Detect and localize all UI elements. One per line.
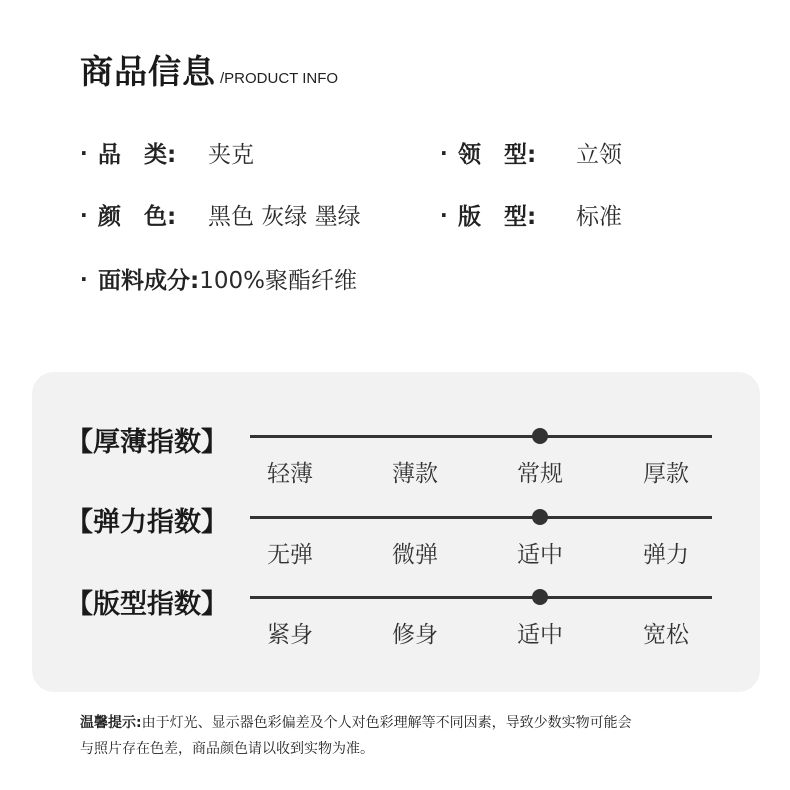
fit-index-title: 【版型指数】 <box>66 589 228 620</box>
attr-collar <box>440 136 622 169</box>
bullet: · <box>440 202 448 227</box>
fit-scale-line <box>250 596 712 599</box>
bullet: · <box>80 266 88 291</box>
bullet: · <box>80 140 88 165</box>
thickness-scale-line <box>250 435 712 438</box>
title-en: /PRODUCT INFO <box>220 70 339 87</box>
attr-color <box>80 198 361 231</box>
thickness-tick: 厚款 <box>643 461 689 487</box>
attr-fit <box>440 198 622 231</box>
attr-value: 夹克 <box>208 142 254 168</box>
attr-category <box>80 136 254 169</box>
attr-label: 品 类: <box>98 142 177 168</box>
thickness-tick: 薄款 <box>392 461 438 487</box>
notice-line-2: 与照片存在色差，商品颜色请以收到实物为准。 <box>80 741 374 757</box>
attr-label: 面料成分: <box>98 268 200 294</box>
fit-tick: 紧身 <box>267 622 313 648</box>
notice-label: 温馨提示: <box>80 715 142 731</box>
bullet: · <box>80 202 88 227</box>
thickness-tick: 常规 <box>517 461 563 487</box>
attr-label: 版 型: <box>458 204 537 230</box>
notice-line-1: 由于灯光、显示器色彩偏差及个人对色彩理解等不同因素，导致少数实物可能会 <box>141 715 632 731</box>
fit-tick: 宽松 <box>643 622 689 648</box>
attr-value: 标准 <box>576 204 622 230</box>
attr-label: 领 型: <box>458 142 537 168</box>
elasticity-tick: 无弹 <box>267 542 313 568</box>
attr-fabric <box>80 262 357 295</box>
attr-value: 立领 <box>576 142 622 168</box>
elasticity-index-title: 【弹力指数】 <box>66 507 228 538</box>
page-title <box>80 46 338 93</box>
fit-tick: 适中 <box>517 622 563 648</box>
thickness-index-title: 【厚薄指数】 <box>66 427 228 458</box>
elasticity-tick: 适中 <box>517 542 563 568</box>
fit-tick: 修身 <box>392 622 438 648</box>
elasticity-tick: 弹力 <box>643 542 689 568</box>
fit-selected-dot <box>532 589 548 605</box>
thickness-selected-dot <box>532 428 548 444</box>
thickness-tick: 轻薄 <box>267 461 313 487</box>
title-cn: 商品信息 <box>80 52 216 91</box>
attr-value: 100%聚酯纤维 <box>199 268 357 294</box>
attr-value: 黑色 灰绿 墨绿 <box>208 204 361 230</box>
notice <box>80 710 632 762</box>
bullet: · <box>440 140 448 165</box>
attr-label: 颜 色: <box>98 204 177 230</box>
elasticity-tick: 微弹 <box>392 542 438 568</box>
elasticity-selected-dot <box>532 509 548 525</box>
elasticity-scale-line <box>250 516 712 519</box>
